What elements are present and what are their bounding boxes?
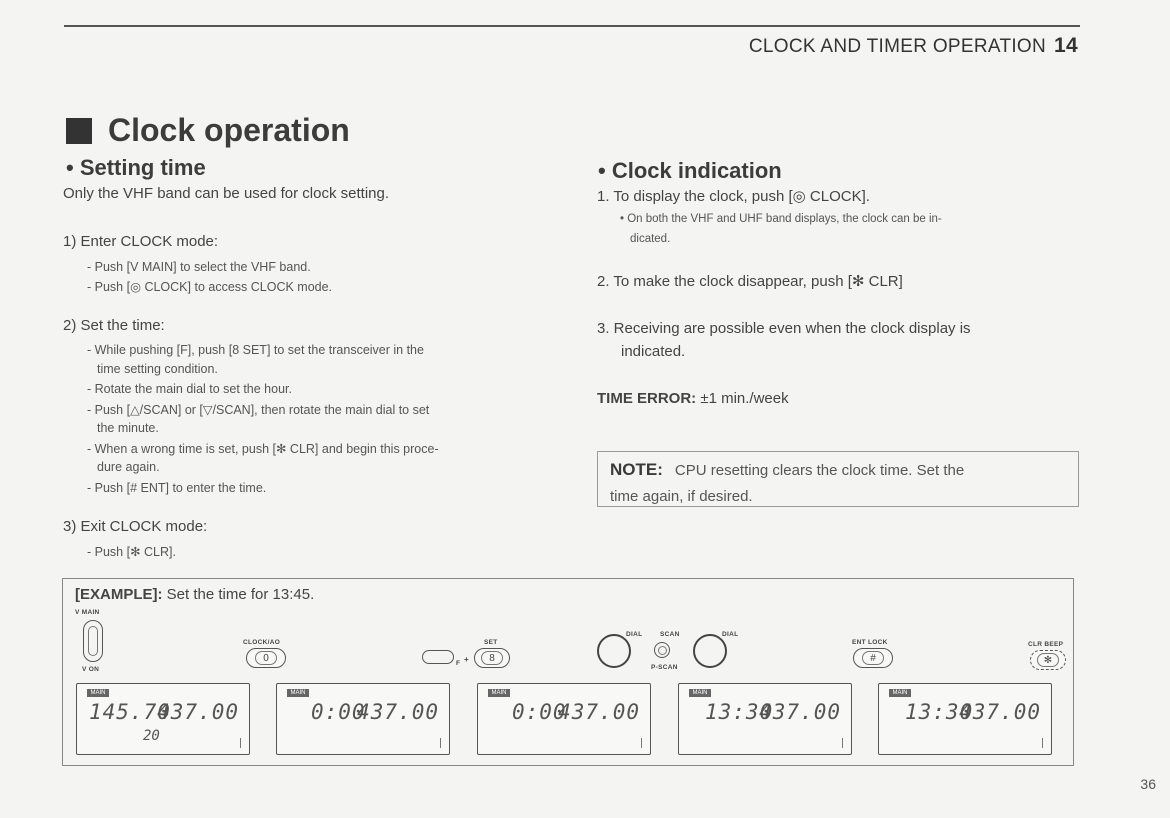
clr-button[interactable]: [1030, 650, 1066, 670]
step2-item: the minute.: [97, 421, 159, 435]
ent-label: ENT LOCK: [852, 639, 888, 646]
page-title-text: Clock operation: [108, 112, 350, 148]
indication-item2: 2. To make the clock disappear, push [✻ CLR]: [597, 273, 903, 290]
example-label: [EXAMPLE]:: [75, 586, 163, 603]
lcd-tick: [440, 738, 441, 748]
chapter-number: 14: [1054, 34, 1078, 57]
dial-right-label: DIAL: [722, 631, 739, 638]
f-label: F: [456, 660, 461, 667]
vmain-button[interactable]: [83, 620, 103, 662]
ent-key-label: #: [862, 651, 884, 665]
ent-button[interactable]: [853, 648, 893, 668]
step3-title: 3) Exit CLOCK mode:: [63, 518, 208, 535]
vmain-label: V MAIN: [75, 609, 100, 616]
lcd-display: [477, 683, 651, 755]
scan-button[interactable]: [654, 642, 670, 658]
clock-label: CLOCK/AO: [243, 639, 281, 646]
clock-button[interactable]: [246, 648, 286, 668]
lcd-right-readout: 437.00: [157, 700, 239, 724]
step1-item: - Push [◎ CLOCK] to access CLOCK mode.: [87, 280, 333, 294]
lcd-left-readout: 0:00: [311, 700, 366, 724]
note-label: NOTE:: [610, 460, 663, 479]
note-line: [610, 457, 1066, 484]
main-indicator: MAIN: [689, 689, 711, 697]
lcd-right-readout: 437.00: [558, 700, 640, 724]
indication-item3-cont: indicated.: [621, 343, 686, 360]
clr-label: CLR BEEP: [1028, 641, 1064, 648]
clock-key-label: 0: [255, 651, 277, 665]
set-button[interactable]: [474, 648, 510, 668]
top-rule: [64, 25, 1080, 27]
lcd-tick: [240, 738, 241, 748]
main-indicator: MAIN: [287, 689, 309, 697]
page-number: 36: [1140, 776, 1156, 792]
lcd-left-readout: 13:30: [705, 700, 774, 724]
note-box: [597, 451, 1079, 507]
step1-title: 1) Enter CLOCK mode:: [63, 233, 219, 250]
lcd-tick: [641, 738, 642, 748]
lcd-display: [878, 683, 1052, 755]
dial-left-label: DIAL: [626, 631, 643, 638]
time-error-label: TIME ERROR:: [597, 390, 697, 407]
main-dial-right[interactable]: [693, 634, 727, 668]
lcd-left-readout: 13:30: [905, 700, 974, 724]
step2-item: - While pushing [F], push [8 SET] to set the transceiver in the: [87, 343, 424, 357]
step2-item: - Push [# ENT] to enter the time.: [87, 481, 267, 495]
setting-time-heading: • Setting time: [66, 155, 206, 180]
lcd-display: [276, 683, 450, 755]
main-indicator: MAIN: [889, 689, 911, 697]
lcd-left-readout: 145.70: [89, 700, 171, 724]
step2-item: time setting condition.: [97, 362, 218, 376]
step2-item: dure again.: [97, 460, 160, 474]
lcd-tick: [842, 738, 843, 748]
time-error: [597, 390, 789, 407]
lcd-display: [678, 683, 852, 755]
step1-item: - Push [V MAIN] to select the VHF band.: [87, 260, 311, 274]
chapter-title: CLOCK AND TIMER OPERATION: [748, 36, 1047, 57]
scan-label: SCAN: [660, 631, 680, 638]
set-key-label: 8: [481, 651, 503, 665]
set-label: SET: [484, 639, 498, 646]
step3-item: - Push [✻ CLR].: [87, 545, 176, 559]
main-indicator: MAIN: [87, 689, 109, 697]
note-text: CPU resetting clears the clock time. Set the: [674, 462, 965, 479]
main-indicator: MAIN: [488, 689, 510, 697]
lcd-sub-readout: 20: [143, 728, 160, 744]
time-error-value: ±1 min./week: [700, 390, 789, 407]
step2-title: 2) Set the time:: [63, 317, 165, 334]
indication-item1: 1. To display the clock, push [◎ CLOCK].: [597, 188, 870, 205]
lcd-display: [76, 683, 250, 755]
running-header: [749, 34, 1078, 58]
clock-indication-heading: • Clock indication: [598, 158, 782, 183]
lcd-right-readout: 437.00: [759, 700, 841, 724]
indication-item3: 3. Receiving are possible even when the clock display is: [597, 320, 971, 337]
lcd-left-readout: 0:00: [512, 700, 567, 724]
von-label: V ON: [82, 666, 100, 673]
lcd-right-readout: 437.00: [959, 700, 1041, 724]
indication-item1-note: • On both the VHF and UHF band displays, the clock can be in-: [620, 213, 942, 225]
step2-item: - When a wrong time is set, push [✻ CLR] and begin this proce-: [87, 442, 439, 456]
plus-sign: +: [464, 655, 469, 664]
main-dial-left[interactable]: [597, 634, 631, 668]
setting-time-intro: Only the VHF band can be used for clock setting.: [63, 185, 390, 202]
clr-key-label: ✻: [1037, 653, 1059, 667]
indication-item1-note: dicated.: [630, 233, 671, 245]
step2-item: - Rotate the main dial to set the hour.: [87, 382, 292, 396]
note-line: time again, if desired.: [610, 488, 753, 505]
square-bullet-icon: [66, 118, 92, 144]
lcd-tick: [1042, 738, 1043, 748]
step2-item: - Push [△/SCAN] or [▽/SCAN], then rotate the main dial to set: [87, 403, 430, 417]
page-title: [66, 112, 350, 149]
f-button[interactable]: [422, 650, 454, 664]
example-text: Set the time for 13:45.: [166, 586, 315, 603]
lcd-right-readout: 437.00: [357, 700, 439, 724]
pscan-label: P-SCAN: [651, 664, 678, 671]
example-caption: [75, 586, 314, 603]
